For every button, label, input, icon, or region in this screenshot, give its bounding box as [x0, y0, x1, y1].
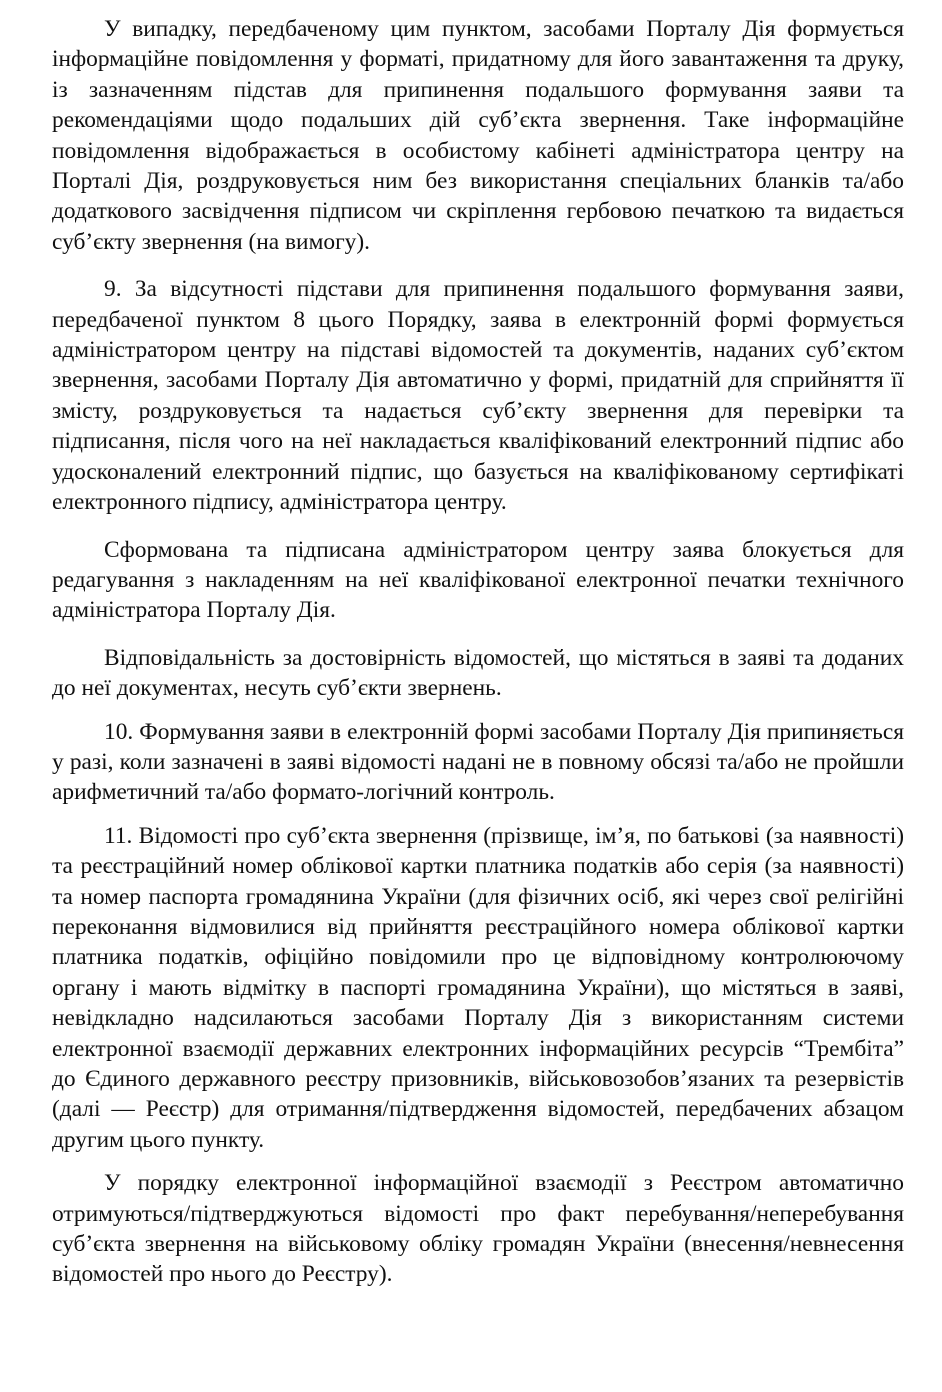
paragraph-application-blocking: Сформована та підписана адміністратором центру заява блокується для редагування з накладенням на неї кваліфікованої електронної печатки технічного адміністратора Порталу Дія. — [52, 536, 904, 624]
paragraph-registry-interaction: У порядку електронної інформаційної взаємодії з Реєстром автоматично отримуються/підтверджуються відомості про факт перебування/неперебування суб’єкта звернення на військовому обліку громадян України (внесення/невнесення відомостей про нього до Реєстру). — [52, 1170, 904, 1288]
document-page — [52, 14, 904, 1290]
paragraph-item-9: 9. За відсутності підстави для припинення подальшого формування заяви, передбаченої пунктом 8 цього Порядку, заява в електронній формі формується адміністратором центру на підставі відомостей та документів, наданих суб’єктом звернення, засобами Порталу Дія автоматично у формі, придатній для сприйняття її змісту, роздруковується та надається суб’єкту звернення для перевірки та підписання, після чого на неї накладається кваліфікований електронний підпис або удосконалений електронний підпис, що базується на кваліфікованому сертифікаті електронного підпису, адміністратора центру. — [52, 276, 904, 516]
paragraph-responsibility: Відповідальність за достовірність відомостей, що містяться в заяві та доданих до неї документах, несуть суб’єкти звернень. — [52, 644, 904, 702]
paragraph-item-11: 11. Відомості про суб’єкта звернення (прізвище, ім’я, по батькові (за наявності) та реєстраційний номер облікової картки платника податків або серія (за наявності) та номер паспорта громадянина України (для фізичних осіб, які через свої релігійні переконання відмовилися від прийняття реєстраційного номера облікової картки платника податків, офіційно повідомили про це відповідному контролюючому органу і мають відмітку в паспорті громадянина України), що містяться в заяві, невідкладно надсилаються засобами Порталу Дія з використанням системи електронної взаємодії державних електронних інформаційних ресурсів “Трембіта” до Єдиного державного реєстру призовників, військовозобов’язаних та резервістів (далі — Реєстр) для отримання/підтвердження відомостей, передбачених абзацом другим цього пункту. — [52, 822, 904, 1153]
paragraph-item-10: 10. Формування заяви в електронній формі засобами Порталу Дія припиняється у разі, коли зазначені в заяві відомості надані не в повному обсязі та/або не пройшли арифметичний та/або формато-логічний контроль. — [52, 718, 904, 806]
paragraph-info-notice: У випадку, передбаченому цим пунктом, засобами Порталу Дія формується інформаційне повідомлення у форматі, придатному для його завантаження та друку, із зазначенням підстав для припинення подальшого формування заяви та рекомендаціями щодо подальших дій суб’єкта звернення. Таке інформаційне повідомлення відображається в особистому кабінеті адміністратора центру на Порталі Дія, роздруковується ним без використання спеціальних бланків та/або додаткового засвідчення підписом чи скріплення гербовою печаткою та видається суб’єкту звернення (на вимогу). — [52, 16, 904, 255]
